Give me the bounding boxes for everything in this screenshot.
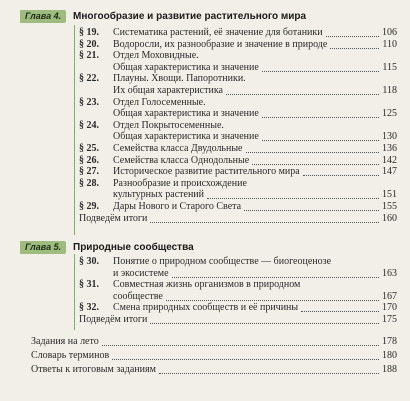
toc-entry xyxy=(0,314,410,326)
toc-entry xyxy=(0,213,410,225)
entry-title-line: Историческое развитие растительного мира xyxy=(113,166,300,178)
paragraph-number: § 19. xyxy=(79,27,99,38)
toc-entry xyxy=(0,166,410,178)
leader-dots xyxy=(262,140,379,141)
entry-title-line: и экосистеме xyxy=(113,267,169,279)
back-matter-title: Задания на лето xyxy=(31,336,99,347)
paragraph-number: § 28. xyxy=(79,177,99,189)
leader-dots xyxy=(166,300,379,301)
paragraph-number: § 27. xyxy=(79,166,99,178)
entry-title-line: Общая характеристика и значение xyxy=(113,61,259,73)
paragraph-number: § 21. xyxy=(79,50,99,62)
back-matter-entry xyxy=(0,364,410,376)
leader-dots xyxy=(326,36,379,37)
chapter-5-label: Глава 5. xyxy=(20,241,66,254)
toc-entry xyxy=(0,27,410,39)
page-number: 151 xyxy=(382,189,397,201)
paragraph-number: § 24. xyxy=(79,119,99,131)
entry-title-line: Понятие о природном сообществе — биогеоценозе xyxy=(113,256,332,267)
entry-title-line: Отдел Голосеменные. xyxy=(113,96,206,108)
chapter-4-label: Глава 4. xyxy=(20,10,66,23)
toc-entry xyxy=(0,279,410,302)
entry-title-line: Смена природных сообществ и её причины xyxy=(113,302,299,314)
toc-entry xyxy=(0,120,410,143)
page-number: 125 xyxy=(382,108,397,120)
back-matter-entry xyxy=(0,336,410,348)
leader-dots xyxy=(303,175,379,176)
back-matter-title: Словарь терминов xyxy=(31,350,110,361)
leader-dots xyxy=(252,164,379,165)
page-number: 118 xyxy=(382,84,397,96)
leader-dots xyxy=(102,345,379,346)
toc-entry xyxy=(0,50,410,73)
page-number: 175 xyxy=(382,314,397,325)
toc-entry xyxy=(0,39,410,51)
toc-entry xyxy=(0,97,410,120)
paragraph-number: § 22. xyxy=(79,73,99,85)
toc-entry xyxy=(0,178,410,201)
page-number: 110 xyxy=(382,38,397,50)
entry-title-line: Семейства класса Однодольные xyxy=(113,154,250,166)
page-number: 106 xyxy=(382,27,397,38)
leader-dots xyxy=(246,152,380,153)
page-number: 155 xyxy=(382,201,397,212)
paragraph-number: § 26. xyxy=(79,154,99,166)
leader-dots xyxy=(262,71,380,72)
paragraph-number: § 23. xyxy=(79,96,99,108)
entry-title-line: Отдел Покрытосеменные. xyxy=(113,119,224,131)
page-number: 147 xyxy=(382,166,397,178)
page-number: 180 xyxy=(382,350,397,361)
leader-dots xyxy=(150,323,379,324)
leader-dots xyxy=(301,311,379,312)
page-number: 160 xyxy=(382,212,397,224)
leader-dots xyxy=(112,359,379,360)
toc-entry xyxy=(0,73,410,96)
leader-dots xyxy=(262,117,379,118)
entry-title-line: Разнообразие и происхождение xyxy=(113,177,247,189)
back-matter-title: Ответы к итоговым заданиям xyxy=(31,364,156,375)
leader-dots xyxy=(226,94,379,95)
leader-dots xyxy=(150,222,379,223)
paragraph-number: § 31. xyxy=(79,279,99,291)
entry-title-line: Систематика растений, её значение для ботаники xyxy=(113,27,323,38)
paragraph-number: § 25. xyxy=(79,143,99,154)
entry-title-line: Подведём итоги xyxy=(79,212,148,224)
chapter-5-title: Природные сообщества xyxy=(73,242,194,253)
toc-entry xyxy=(0,302,410,314)
entry-title-line: Семейства класса Двудольные xyxy=(113,143,243,154)
page-number: 130 xyxy=(382,131,397,143)
page-number: 115 xyxy=(382,61,397,73)
entry-title-line: культурных растений xyxy=(113,189,204,201)
entry-title-line: Водоросли, их разнообразие и значение в природе xyxy=(113,38,328,50)
paragraph-number: § 32. xyxy=(79,302,99,314)
entry-title-line: Их общая характеристика xyxy=(113,84,223,96)
entry-title-line: сообществе xyxy=(113,290,163,302)
toc-entry xyxy=(0,201,410,213)
page-number: 188 xyxy=(382,364,397,375)
back-matter-entry xyxy=(0,350,410,362)
leader-dots xyxy=(244,210,379,211)
leader-dots xyxy=(330,48,379,49)
leader-dots xyxy=(159,373,379,374)
entry-title-line: Общая характеристика и значение xyxy=(113,108,259,120)
entry-title-line: Общая характеристика и значение xyxy=(113,131,259,143)
toc-entry xyxy=(0,256,410,279)
page-number: 178 xyxy=(382,336,397,347)
page-number: 142 xyxy=(382,154,397,166)
page-number: 163 xyxy=(382,267,397,279)
chapter-4-header xyxy=(20,10,402,23)
paragraph-number: § 20. xyxy=(79,38,99,50)
chapter-5-header xyxy=(20,241,402,254)
toc-entry xyxy=(0,155,410,167)
leader-dots xyxy=(172,277,379,278)
entry-title-line: Плауны. Хвощи. Папоротники. xyxy=(113,73,246,85)
page-number: 167 xyxy=(382,290,397,302)
paragraph-number: § 29. xyxy=(79,201,99,212)
entry-title-line: Дары Нового и Старого Света xyxy=(113,201,242,212)
paragraph-number: § 30. xyxy=(79,256,99,267)
entry-title-line: Отдел Моховидные. xyxy=(113,50,199,62)
page-number: 170 xyxy=(382,302,397,314)
page-number: 136 xyxy=(382,143,397,154)
chapter-4-title: Многообразие и развитие растительного мира xyxy=(73,11,307,22)
leader-dots xyxy=(207,198,379,199)
entry-title-line: Подведём итоги xyxy=(79,314,148,325)
entry-title-line: Совместная жизнь организмов в природном xyxy=(113,279,301,291)
toc-entry xyxy=(0,143,410,155)
